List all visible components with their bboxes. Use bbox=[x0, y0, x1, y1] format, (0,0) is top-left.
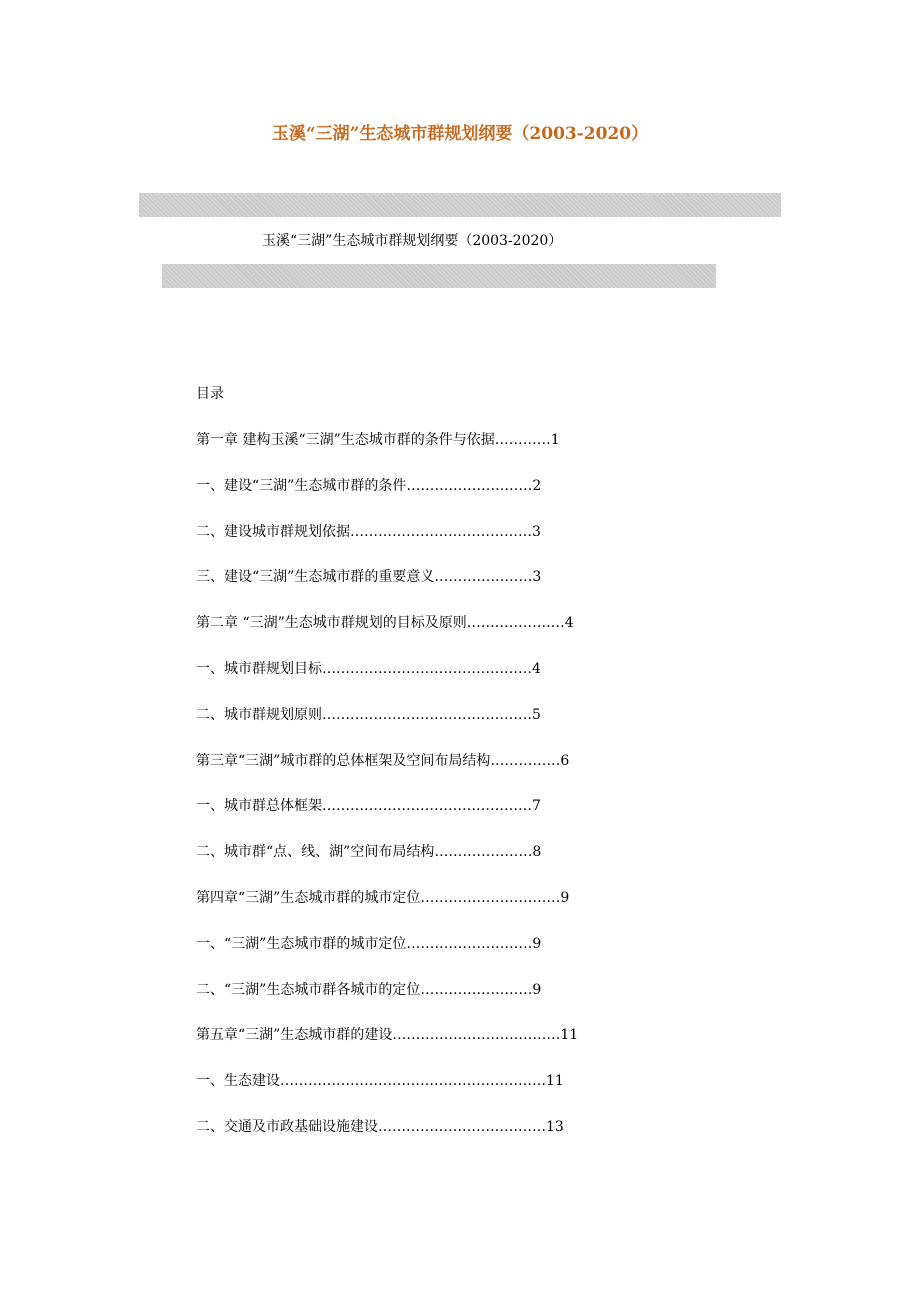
shaded-band-top bbox=[139, 193, 781, 217]
document-title: 玉溪“三湖”生态城市群规划纲要（2003-2020） bbox=[271, 124, 649, 144]
toc-entry: 第五章“三湖”生态城市群的建设………………………………11 bbox=[196, 1027, 579, 1044]
toc-entry: 二、城市群“点、线、湖”空间布局结构…………………8 bbox=[196, 844, 542, 861]
toc-entry: 二、建设城市群规划依据…………………………………3 bbox=[196, 523, 541, 540]
toc-entry: 一、建设“三湖”生态城市群的条件………………………2 bbox=[196, 477, 542, 494]
toc-entry: 一、城市群规划目标………………………………………4 bbox=[196, 660, 541, 677]
toc-entry: 第四章“三湖”生态城市群的城市定位…………………………9 bbox=[196, 889, 570, 906]
toc-heading: 目录 bbox=[196, 386, 224, 402]
toc-entry: 二、“三湖”生态城市群各城市的定位……………………9 bbox=[196, 981, 542, 998]
toc-entry: 第三章“三湖”城市群的总体框架及空间布局结构……………6 bbox=[196, 752, 570, 769]
toc-entry: 二、城市群规划原则………………………………………5 bbox=[196, 706, 541, 723]
toc-entry: 一、“三湖”生态城市群的城市定位………………………9 bbox=[196, 935, 542, 952]
toc-entry: 二、交通及市政基础设施建设………………………………13 bbox=[196, 1118, 564, 1135]
document-subtitle: 玉溪“三湖”生态城市群规划纲要（2003-2020） bbox=[262, 233, 563, 249]
table-of-contents bbox=[196, 430, 716, 1163]
toc-entry: 第一章 建构玉溪“三湖”生态城市群的条件与依据…………1 bbox=[196, 432, 560, 448]
toc-entry: 第二章 “三湖”生态城市群规划的目标及原则…………………4 bbox=[196, 615, 574, 632]
shaded-band-bottom bbox=[162, 264, 716, 288]
toc-entry: 一、生态建设…………………………………………………11 bbox=[196, 1073, 564, 1090]
toc-entry: 一、城市群总体框架………………………………………7 bbox=[196, 798, 541, 815]
toc-entry: 三、建设“三湖”生态城市群的重要意义…………………3 bbox=[196, 569, 542, 586]
